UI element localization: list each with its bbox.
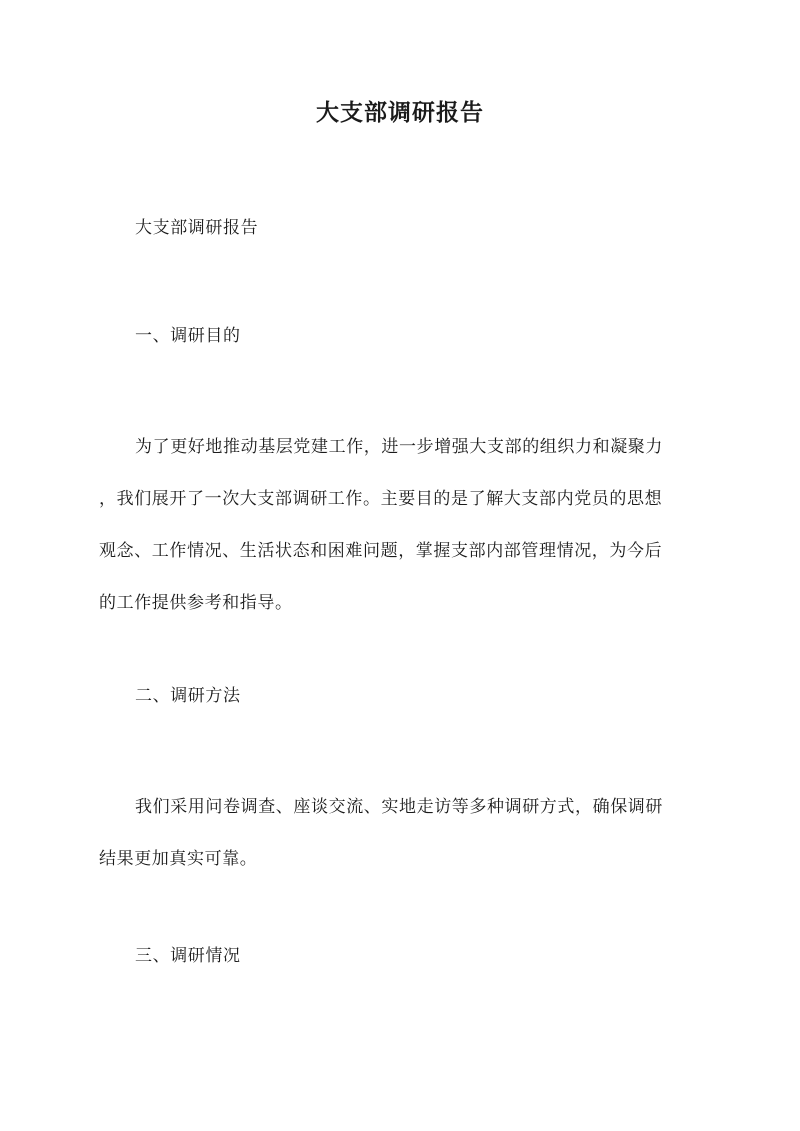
section-paragraph-method [99, 781, 703, 885]
document-subtitle: 大支部调研报告 [135, 218, 259, 238]
section-heading-method: 二、调研方法 [135, 686, 241, 706]
paragraph-line: ，我们展开了一次大支部调研工作。主要目的是了解大支部内党员的思想 [99, 489, 663, 509]
section-heading-purpose: 一、调研目的 [135, 326, 241, 346]
paragraph-line: 观念、工作情况、生活状态和困难问题，掌握支部内部管理情况，为今后 [99, 541, 663, 561]
section-paragraph-purpose [99, 421, 703, 629]
section-heading-situation: 三、调研情况 [135, 946, 241, 966]
paragraph-line: 我们采用问卷调查、座谈交流、实地走访等多种调研方式，确保调研 [135, 797, 663, 817]
paragraph-line: 为了更好地推动基层党建工作，进一步增强大支部的组织力和凝聚力 [135, 437, 663, 457]
paragraph-line: 结果更加真实可靠。 [99, 849, 258, 869]
document-title: 大支部调研报告 [316, 99, 484, 126]
paragraph-line: 的工作提供参考和指导。 [99, 593, 293, 613]
